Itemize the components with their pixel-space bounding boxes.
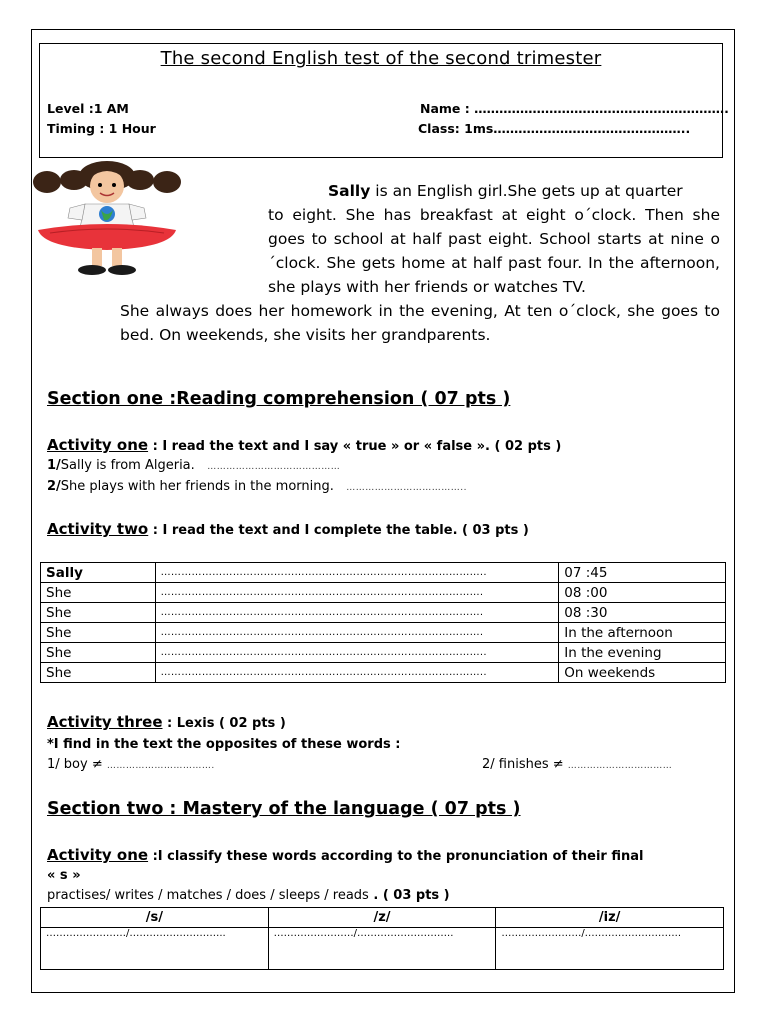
story-body: to eight. She has breakfast at eight o´clock. Then she goes to school at half past eight. School starts at nine o´clock. She gets home at half past four. In the afternoon, she plays with her friends or watches TV.: [268, 206, 720, 296]
activity-three-instruction: : Lexis ( 02 pts ): [162, 716, 286, 731]
section-one-title: Section one :Reading comprehension ( 07 pts ): [47, 389, 511, 409]
table-row: [41, 583, 726, 603]
story-text-bottom: [120, 299, 720, 347]
question-2-number: 2/: [47, 479, 61, 494]
subject-cell: She: [41, 663, 156, 683]
table-row: [41, 928, 724, 970]
time-cell: In the afternoon: [559, 623, 726, 643]
table-row: [41, 563, 726, 583]
timing-label: Timing : 1 Hour: [47, 121, 156, 136]
subject-cell: She: [41, 643, 156, 663]
activity-two-heading: [47, 520, 529, 538]
section-two-activity-one-instruction: :I classify these words according to the pronunciation of their final: [148, 849, 644, 864]
time-cell: 08 :00: [559, 583, 726, 603]
table-row: [41, 603, 726, 623]
subject-cell: She: [41, 583, 156, 603]
subject-cell: She: [41, 603, 156, 623]
activity-three-label: Activity three: [47, 713, 163, 731]
time-cell: 07 :45: [559, 563, 726, 583]
final-s-label: « s »: [47, 868, 81, 883]
activity-three-heading: [47, 713, 286, 731]
page-title: The second English test of the second trimester: [160, 48, 602, 69]
story-first-line: is an English girl.She gets up at quarter: [370, 182, 683, 200]
answer-cell-iz[interactable]: ……………………/………………………..: [496, 928, 724, 970]
section-two-title: Section two : Mastery of the language ( 07 pts ): [47, 799, 521, 819]
activity-three-prompt: *I find in the text the opposites of these words :: [47, 737, 401, 752]
activity-two-label: Activity two: [47, 520, 149, 538]
answer-cell[interactable]: …………………………………………………………………………………..: [155, 563, 559, 583]
answer-cell-s[interactable]: ……………………/………………………..: [41, 928, 269, 970]
answer-cell-z[interactable]: ……………………/………………………..: [268, 928, 496, 970]
question-1-answer[interactable]: ……………………………………: [207, 462, 341, 472]
table-row: [41, 643, 726, 663]
story-tail: She always does her homework in the evening, At ten o´clock, she goes to bed. On weekends, she visits her grandparents.: [120, 302, 720, 344]
answer-cell[interactable]: …………………………………………………………………………………..: [155, 643, 559, 663]
word-list-points: . ( 03 pts ): [368, 888, 450, 903]
word-list: [47, 888, 450, 903]
time-cell: On weekends: [559, 663, 726, 683]
question-2-text: She plays with her friends in the morning.: [60, 479, 334, 494]
test-header: [39, 43, 729, 158]
section-two-activity-one-heading: [47, 846, 643, 864]
table-row: [41, 663, 726, 683]
time-cell: In the evening: [559, 643, 726, 663]
level-label: Level :1 AM: [47, 101, 129, 116]
answer-cell[interactable]: ………………………………………………………………………………….: [155, 583, 559, 603]
name-field: Name : …………………………………………………….: [420, 101, 729, 116]
question-1-number: 1/: [47, 458, 61, 473]
table-row: [41, 623, 726, 643]
opposite-item-1: [47, 757, 215, 772]
question-1: [47, 458, 340, 473]
answer-cell[interactable]: ………………………………………………………………………………….: [155, 623, 559, 643]
opposite-item-2-answer[interactable]: ……………………………: [567, 761, 673, 771]
activity-one-label: Activity one: [47, 436, 149, 454]
class-field: Class: 1ms………………………………………..: [418, 121, 691, 136]
story-name: Sally: [328, 182, 371, 200]
question-2-answer[interactable]: ………………………………..: [346, 483, 468, 493]
activity-one-heading: [47, 436, 561, 454]
opposite-item-2-text: 2/ finishes ≠: [482, 757, 568, 772]
answer-cell[interactable]: ………………………………………………………………………………….: [155, 603, 559, 623]
girl-illustration: [30, 160, 185, 280]
routine-table: [40, 562, 726, 683]
subject-cell: Sally: [41, 563, 156, 583]
opposite-item-1-answer[interactable]: …………………………….: [106, 761, 215, 771]
opposite-item-2: [482, 757, 672, 772]
pronunciation-table: [40, 907, 724, 970]
opposite-item-1-text: 1/ boy ≠: [47, 757, 107, 772]
question-1-text: Sally is from Algeria.: [60, 458, 195, 473]
column-header-z: /z/: [268, 908, 496, 928]
time-cell: 08 :30: [559, 603, 726, 623]
word-list-text: practises/ writes / matches / does / sleeps / reads: [47, 888, 369, 903]
section-two-activity-one-label: Activity one: [47, 846, 149, 864]
story-text-top: [268, 179, 720, 299]
column-header-s: /s/: [41, 908, 269, 928]
question-2: [47, 479, 467, 494]
column-header-iz: /iz/: [496, 908, 724, 928]
table-header-row: [41, 908, 724, 928]
answer-cell[interactable]: …………………………………………………………………………………..: [155, 663, 559, 683]
activity-two-instruction: : I read the text and I complete the table. ( 03 pts ): [148, 523, 529, 538]
activity-one-instruction: : I read the text and I say « true » or « false ». ( 02 pts ): [148, 439, 562, 454]
subject-cell: She: [41, 623, 156, 643]
